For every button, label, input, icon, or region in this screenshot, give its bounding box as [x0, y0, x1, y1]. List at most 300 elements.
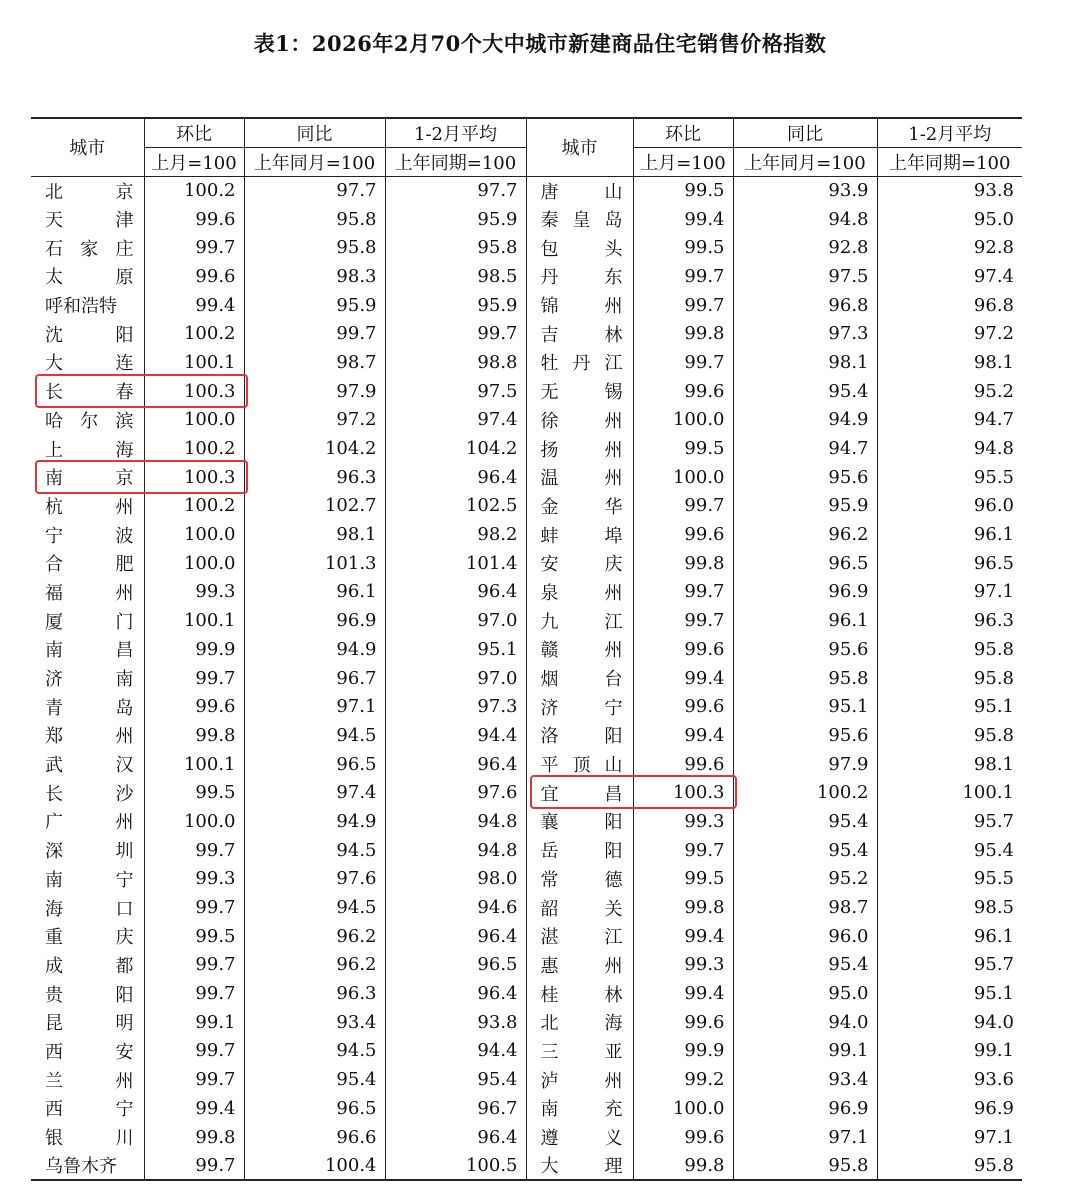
city-char: 州	[604, 640, 623, 662]
yoy-value-right: 97.3	[733, 319, 877, 348]
yoy-value-right: 94.8	[733, 205, 877, 234]
city-char: 武	[45, 755, 63, 777]
city-name	[541, 981, 623, 1007]
city-char: 泉	[540, 582, 559, 604]
mom-value-right: 99.6	[633, 1008, 733, 1037]
mom-value-right: 99.5	[633, 434, 733, 463]
avg-value-left: 95.4	[385, 1065, 526, 1094]
mom-value-right: 99.7	[633, 492, 733, 521]
table-row	[31, 1065, 1022, 1094]
city-cell-right	[526, 176, 633, 205]
yoy-value-right: 95.0	[733, 979, 877, 1008]
avg-value-right: 96.1	[877, 520, 1022, 549]
city-name	[541, 722, 623, 748]
avg-value-right: 95.1	[877, 979, 1022, 1008]
mom-value-right: 99.8	[633, 1151, 733, 1180]
avg-value-left: 97.5	[385, 377, 526, 406]
table-title: 表1：2026年2月70个大中城市新建商品住宅销售价格指数	[253, 31, 827, 56]
table-body	[31, 176, 1022, 1180]
city-char: 津	[115, 210, 134, 232]
city-char: 天	[45, 210, 63, 232]
yoy-value-left: 94.5	[244, 893, 385, 922]
city-char: 宁	[604, 697, 623, 719]
table-row	[31, 262, 1022, 291]
city-cell-right	[526, 635, 633, 664]
city-char: 南	[45, 869, 63, 891]
city-char: 洛	[540, 726, 559, 748]
avg-value-right: 96.9	[877, 1094, 1022, 1123]
city-name	[541, 1067, 623, 1093]
city-char: 春	[115, 382, 134, 404]
city-name	[541, 808, 623, 834]
header-mom-left: 环比	[144, 118, 244, 147]
table-row	[31, 1008, 1022, 1037]
avg-value-right: 94.8	[877, 434, 1022, 463]
header-avg-base-right: 上年同期=100	[877, 147, 1022, 176]
city-cell-left	[31, 176, 144, 205]
city-name	[541, 464, 623, 490]
city-char: 深	[45, 841, 63, 863]
city-cell-left	[31, 1037, 144, 1066]
mom-value-left: 100.2	[144, 176, 244, 205]
city-char: 海	[115, 439, 134, 461]
city-char: 杭	[45, 496, 63, 518]
city-char: 南	[540, 1099, 559, 1121]
avg-value-right: 93.6	[877, 1065, 1022, 1094]
mom-value-right: 99.7	[633, 348, 733, 377]
avg-value-right: 94.0	[877, 1008, 1022, 1037]
city-cell-right	[526, 233, 633, 262]
city-name	[541, 751, 623, 777]
city-char: 原	[115, 267, 134, 289]
table-row	[31, 520, 1022, 549]
yoy-value-right: 95.2	[733, 865, 877, 894]
city-char: 宜	[540, 783, 559, 805]
city-char: 重	[45, 927, 63, 949]
city-cell-left	[31, 865, 144, 894]
yoy-value-left: 94.5	[244, 836, 385, 865]
city-cell-left	[31, 578, 144, 607]
city-name	[45, 1067, 134, 1093]
yoy-value-left: 96.2	[244, 951, 385, 980]
city-char: 台	[604, 669, 623, 691]
city-cell-right	[526, 262, 633, 291]
city-char: 西	[45, 1041, 63, 1063]
city-cell-left	[31, 1094, 144, 1123]
city-name	[541, 349, 623, 375]
yoy-value-right: 97.5	[733, 262, 877, 291]
table-row	[31, 635, 1022, 664]
mom-value-left: 99.7	[144, 1151, 244, 1180]
avg-value-right: 95.8	[877, 635, 1022, 664]
city-cell-left	[31, 1008, 144, 1037]
city-char: 泸	[540, 1070, 559, 1092]
city-char: 明	[115, 1013, 134, 1035]
yoy-value-left: 104.2	[244, 434, 385, 463]
city-name	[45, 464, 134, 490]
city-cell-left	[31, 262, 144, 291]
city-cell-right	[526, 549, 633, 578]
city-cell-right	[526, 865, 633, 894]
yoy-value-left: 95.4	[244, 1065, 385, 1094]
city-cell-left	[31, 836, 144, 865]
city-char: 州	[115, 812, 134, 834]
header-city-right: 城市	[526, 118, 633, 176]
city-name	[541, 378, 623, 404]
city-cell-left	[31, 692, 144, 721]
city-char: 石	[45, 238, 63, 260]
city-name	[45, 751, 134, 777]
city-cell-left	[31, 893, 144, 922]
table-row	[31, 176, 1022, 205]
yoy-value-right: 100.2	[733, 778, 877, 807]
mom-value-right: 99.8	[633, 893, 733, 922]
city-cell-right	[526, 1065, 633, 1094]
city-char: 徐	[540, 410, 559, 432]
city-cell-left	[31, 750, 144, 779]
mom-value-right: 99.6	[633, 635, 733, 664]
city-char: 州	[604, 410, 623, 432]
city-char: 青	[45, 697, 63, 719]
city-char: 山	[604, 755, 623, 777]
table-row	[31, 233, 1022, 262]
city-name	[45, 1124, 134, 1150]
mom-value-right: 99.7	[633, 291, 733, 320]
city-char: 九	[540, 611, 559, 633]
avg-value-left: 98.5	[385, 262, 526, 291]
avg-value-left: 97.3	[385, 692, 526, 721]
avg-value-right: 95.5	[877, 463, 1022, 492]
city-cell-right	[526, 893, 633, 922]
mom-value-left: 99.7	[144, 951, 244, 980]
city-cell-right	[526, 606, 633, 635]
city-char: 平	[540, 755, 559, 777]
yoy-value-left: 96.9	[244, 606, 385, 635]
table-row	[31, 492, 1022, 521]
city-char: 连	[115, 353, 134, 375]
yoy-value-left: 94.5	[244, 721, 385, 750]
city-name	[45, 895, 134, 921]
yoy-value-left: 94.9	[244, 807, 385, 836]
mom-value-right: 99.9	[633, 1037, 733, 1066]
mom-value-right: 100.0	[633, 1094, 733, 1123]
city-cell-right	[526, 1151, 633, 1180]
avg-value-left: 101.4	[385, 549, 526, 578]
city-char: 长	[45, 783, 63, 805]
city-char: 长	[45, 382, 63, 404]
yoy-value-right: 98.1	[733, 348, 877, 377]
mom-value-left: 99.9	[144, 635, 244, 664]
avg-value-right: 95.8	[877, 1151, 1022, 1180]
avg-value-right: 95.8	[877, 664, 1022, 693]
city-char: 海	[45, 898, 63, 920]
table-row	[31, 721, 1022, 750]
city-char: 赣	[540, 640, 559, 662]
city-cell-right	[526, 922, 633, 951]
city-char: 南	[45, 640, 63, 662]
avg-value-right: 92.8	[877, 233, 1022, 262]
avg-value-left: 94.6	[385, 893, 526, 922]
avg-value-right: 93.8	[877, 176, 1022, 205]
avg-value-left: 96.4	[385, 578, 526, 607]
city-char: 温	[540, 468, 559, 490]
city-char: 丹	[540, 267, 559, 289]
table-row	[31, 606, 1022, 635]
avg-value-left: 97.6	[385, 778, 526, 807]
city-char: 金	[540, 496, 559, 518]
city-char: 包	[540, 238, 559, 260]
city-char: 宁	[115, 869, 134, 891]
avg-value-right: 97.1	[877, 1123, 1022, 1152]
mom-value-right: 99.3	[633, 807, 733, 836]
city-name	[45, 1038, 134, 1064]
yoy-value-right: 93.4	[733, 1065, 877, 1094]
city-char: 阳	[604, 726, 623, 748]
mom-value-left: 99.6	[144, 262, 244, 291]
city-char: 林	[604, 324, 623, 346]
yoy-value-left: 97.7	[244, 176, 385, 205]
city-cell-right	[526, 463, 633, 492]
city-cell-right	[526, 377, 633, 406]
city-cell-left	[31, 778, 144, 807]
table-row	[31, 291, 1022, 320]
avg-value-right: 95.2	[877, 377, 1022, 406]
city-char: 滨	[115, 410, 134, 432]
city-name	[541, 235, 623, 261]
city-char: 义	[604, 1128, 623, 1150]
city-char: 州	[604, 955, 623, 977]
yoy-value-left: 96.2	[244, 922, 385, 951]
city-name	[541, 952, 623, 978]
city-cell-left	[31, 377, 144, 406]
table-row	[31, 1037, 1022, 1066]
city-cell-right	[526, 434, 633, 463]
yoy-value-left: 95.8	[244, 205, 385, 234]
city-cell-right	[526, 836, 633, 865]
yoy-value-left: 97.1	[244, 692, 385, 721]
avg-value-right: 95.7	[877, 807, 1022, 836]
city-char: 贵	[45, 984, 63, 1006]
avg-value-left: 97.7	[385, 176, 526, 205]
mom-value-right: 99.5	[633, 233, 733, 262]
city-char: 江	[604, 611, 623, 633]
mom-value-left: 99.6	[144, 692, 244, 721]
city-char: 东	[604, 267, 623, 289]
mom-value-right: 99.6	[633, 520, 733, 549]
city-name	[541, 694, 623, 720]
mom-value-right: 99.6	[633, 377, 733, 406]
city-name	[541, 579, 623, 605]
city-name	[45, 981, 134, 1007]
avg-value-right: 96.3	[877, 606, 1022, 635]
yoy-value-right: 96.0	[733, 922, 877, 951]
city-cell-left	[31, 406, 144, 435]
yoy-value-right: 95.4	[733, 377, 877, 406]
city-char: 充	[604, 1099, 623, 1121]
yoy-value-right: 97.9	[733, 750, 877, 779]
header-mom-right: 环比	[633, 118, 733, 147]
avg-value-left: 94.4	[385, 721, 526, 750]
city-cell-left	[31, 1123, 144, 1152]
mom-value-right: 99.4	[633, 721, 733, 750]
mom-value-right: 99.7	[633, 836, 733, 865]
avg-value-left: 95.9	[385, 291, 526, 320]
city-cell-right	[526, 750, 633, 779]
yoy-value-left: 97.2	[244, 406, 385, 435]
table-row	[31, 1094, 1022, 1123]
mom-value-right: 100.0	[633, 463, 733, 492]
mom-value-left: 99.1	[144, 1008, 244, 1037]
city-char: 扬	[540, 439, 559, 461]
mom-value-right: 99.7	[633, 578, 733, 607]
city-char: 华	[604, 496, 623, 518]
city-cell-left	[31, 348, 144, 377]
table-row	[31, 951, 1022, 980]
city-char: 常	[540, 869, 559, 891]
city-char: 上	[45, 439, 63, 461]
city-char: 郑	[45, 726, 63, 748]
city-char: 州	[604, 582, 623, 604]
yoy-value-right: 96.2	[733, 520, 877, 549]
yoy-value-left: 98.1	[244, 520, 385, 549]
city-cell-left	[31, 664, 144, 693]
avg-value-left: 96.7	[385, 1094, 526, 1123]
city-cell-left	[31, 233, 144, 262]
yoy-value-left: 95.8	[244, 233, 385, 262]
yoy-value-left: 96.3	[244, 979, 385, 1008]
table-row	[31, 750, 1022, 779]
city-char: 丹	[572, 353, 591, 375]
table-row	[31, 319, 1022, 348]
city-char: 州	[604, 468, 623, 490]
city-char: 沈	[45, 324, 63, 346]
city-cell-right	[526, 1123, 633, 1152]
yoy-value-left: 95.9	[244, 291, 385, 320]
avg-value-right: 96.1	[877, 922, 1022, 951]
avg-value-left: 97.0	[385, 664, 526, 693]
city-char: 桂	[540, 984, 559, 1006]
yoy-value-left: 96.5	[244, 750, 385, 779]
city-name	[541, 550, 623, 576]
city-char: 襄	[540, 812, 559, 834]
yoy-value-left: 97.6	[244, 865, 385, 894]
table-row	[31, 205, 1022, 234]
avg-value-left: 96.4	[385, 463, 526, 492]
yoy-value-left: 102.7	[244, 492, 385, 521]
mom-value-right: 99.5	[633, 176, 733, 205]
city-cell-left	[31, 1065, 144, 1094]
mom-value-left: 100.1	[144, 348, 244, 377]
city-char: 京	[115, 181, 134, 203]
city-char: 阳	[115, 324, 134, 346]
city-name	[45, 263, 134, 289]
city-cell-right	[526, 348, 633, 377]
city-name	[541, 292, 623, 318]
city-name	[45, 837, 134, 863]
avg-value-left: 97.4	[385, 406, 526, 435]
yoy-value-left: 96.7	[244, 664, 385, 693]
avg-value-left: 94.8	[385, 807, 526, 836]
city-char: 州	[604, 296, 623, 318]
header-city-left: 城市	[31, 118, 144, 176]
city-name	[45, 378, 134, 404]
yoy-value-right: 96.9	[733, 1094, 877, 1123]
city-char: 昌	[115, 640, 134, 662]
city-name	[541, 837, 623, 863]
city-name	[45, 722, 134, 748]
table-row	[31, 578, 1022, 607]
city-cell-right	[526, 492, 633, 521]
table-row	[31, 1151, 1022, 1180]
yoy-value-right: 95.6	[733, 635, 877, 664]
price-index-table	[31, 117, 1022, 1181]
yoy-value-left: 94.5	[244, 1037, 385, 1066]
city-char: 吉	[540, 324, 559, 346]
city-name	[45, 952, 134, 978]
avg-value-right: 95.1	[877, 692, 1022, 721]
yoy-value-left: 97.4	[244, 778, 385, 807]
mom-value-left: 100.0	[144, 549, 244, 578]
city-cell-right	[526, 721, 633, 750]
yoy-value-left: 96.1	[244, 578, 385, 607]
city-char: 广	[45, 812, 63, 834]
city-char: 大	[45, 353, 63, 375]
city-char: 埠	[604, 525, 623, 547]
mom-value-left: 99.7	[144, 664, 244, 693]
city-name	[541, 321, 623, 347]
city-char: 头	[604, 238, 623, 260]
yoy-value-left: 101.3	[244, 549, 385, 578]
table-row	[31, 463, 1022, 492]
table-row	[31, 377, 1022, 406]
mom-value-left: 99.3	[144, 578, 244, 607]
city-name	[45, 522, 134, 548]
city-name	[45, 1095, 134, 1121]
mom-value-right: 99.6	[633, 692, 733, 721]
city-char: 州	[115, 726, 134, 748]
city-name	[45, 694, 134, 720]
city-name	[541, 206, 623, 232]
yoy-value-left: 100.4	[244, 1151, 385, 1180]
avg-value-left: 95.8	[385, 233, 526, 262]
city-name	[45, 178, 134, 204]
city-cell-left	[31, 319, 144, 348]
city-cell-right	[526, 778, 633, 807]
yoy-value-right: 99.1	[733, 1037, 877, 1066]
avg-value-left: 98.8	[385, 348, 526, 377]
mom-value-left: 99.5	[144, 778, 244, 807]
city-cell-right	[526, 951, 633, 980]
avg-value-left: 96.5	[385, 951, 526, 980]
yoy-value-right: 95.4	[733, 836, 877, 865]
mom-value-left: 100.0	[144, 406, 244, 435]
city-char: 理	[604, 1156, 623, 1178]
city-cell-right	[526, 319, 633, 348]
city-char: 关	[604, 898, 623, 920]
yoy-value-right: 93.9	[733, 176, 877, 205]
city-char: 大	[540, 1156, 559, 1178]
avg-value-right: 98.5	[877, 893, 1022, 922]
yoy-value-left: 99.7	[244, 319, 385, 348]
mom-value-right: 100.0	[633, 406, 733, 435]
table-row	[31, 1123, 1022, 1152]
yoy-value-right: 96.8	[733, 291, 877, 320]
mom-value-left: 100.0	[144, 807, 244, 836]
city-cell-right	[526, 291, 633, 320]
city-char: 江	[604, 927, 623, 949]
city-char: 川	[115, 1128, 134, 1150]
city-char: 波	[115, 525, 134, 547]
